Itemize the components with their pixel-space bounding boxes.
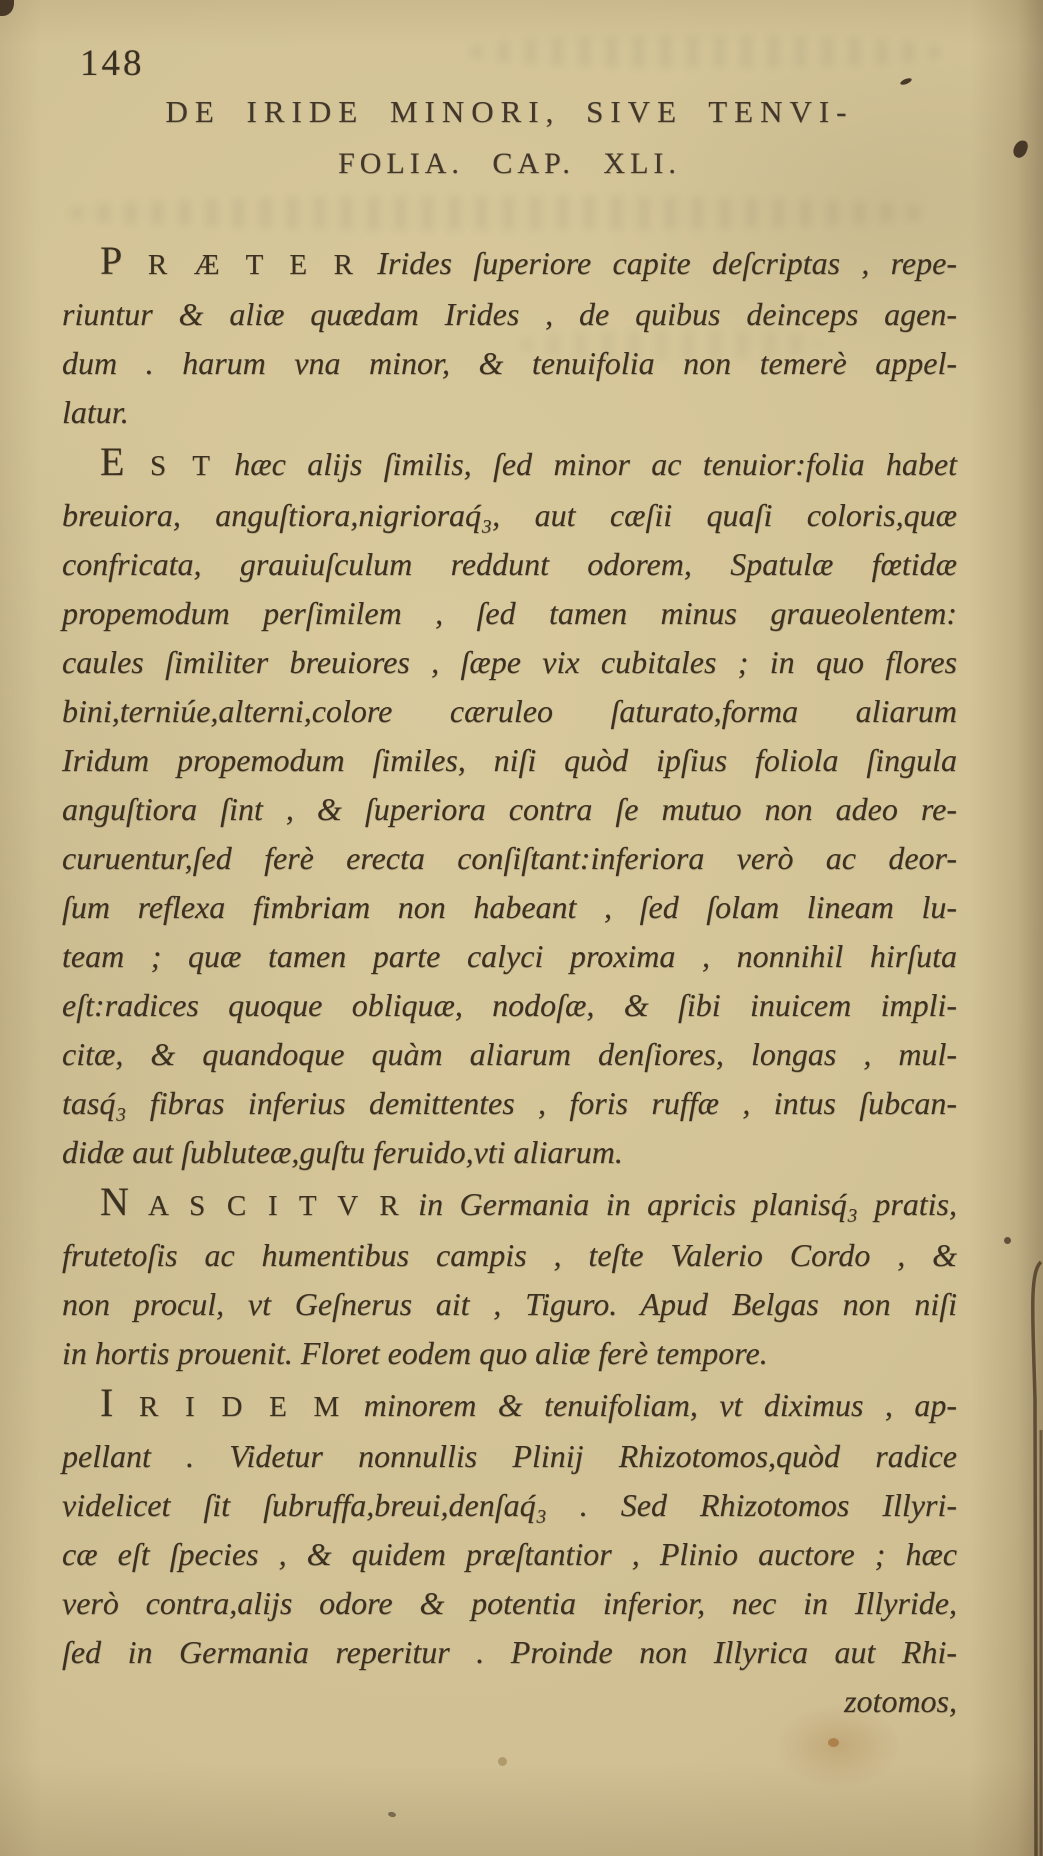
bleedthrough-smudge	[70, 196, 930, 230]
catchword: zotomos,	[844, 1683, 957, 1719]
text-line: eſt:radices quoque obliquæ, nodoſæ, & ſibi inuicem impli-	[62, 987, 957, 1023]
text-line	[62, 1177, 957, 1231]
body-text	[62, 236, 957, 1726]
text-line: non procul, vt Geſnerus ait , Tiguro. Apud Belgas non niſi	[62, 1286, 957, 1322]
rust-speck	[828, 1738, 839, 1747]
ink-speck	[1004, 1237, 1011, 1244]
paragraph-initial: P	[100, 238, 125, 283]
paragraph-opener: A S C I T V R	[130, 1190, 402, 1222]
text-line: breuiora, anguſtiora,nigrioraq́₃, aut cæſii quaſi coloris,quæ	[62, 497, 957, 533]
text-line: didæ aut ſubluteæ,guſtu feruido,vti aliarum.	[62, 1134, 623, 1170]
line-text: minorem & tenuifoliam, vt diximus , ap-	[342, 1387, 957, 1423]
text-line: videlicet ſit ſubruffa,breui,denſaq́₃ . Sed Rhizotomos Illyri-	[62, 1487, 957, 1523]
ink-speck	[498, 1757, 507, 1766]
chapter-heading-line1: DE IRIDE MINORI, SIVE TENVI-	[165, 94, 854, 129]
text-line: cæ eſt ſpecies , & quidem præſtantior , Plinio auctore ; hæc	[62, 1536, 957, 1572]
text-line: Iridum propemodum ſimiles, niſi quòd ipſius foliola ſingula	[62, 742, 957, 778]
ink-blot	[1012, 138, 1030, 159]
text-line: in hortis prouenit. Floret eodem quo aliæ ferè tempore.	[62, 1335, 768, 1371]
text-line: frutetoſis ac humentibus campis , teſte Valerio Cordo , &	[62, 1237, 957, 1273]
text-line: propemodum perſimilem , ſed tamen minus graueolentem:	[62, 595, 957, 631]
text-line: anguſtiora ſint , & ſuperiora contra ſe mutuo non adeo re-	[62, 791, 957, 827]
text-line	[62, 437, 957, 491]
text-line: dum . harum vna minor, & tenuifolia non temerè appel-	[62, 345, 957, 381]
text-line: team ; quæ tamen parte calyci proxima , nonnihil hirſuta	[62, 938, 957, 974]
text-line: latur.	[62, 394, 129, 430]
text-line	[62, 236, 957, 290]
paragraph-initial: I	[100, 1380, 116, 1425]
text-line: ſed in Germania reperitur . Proinde non Illyrica aut Rhi-	[62, 1634, 957, 1670]
text-line	[62, 1378, 957, 1432]
text-line: curuentur,ſed ferè erecta conſiſtant:inferiora verò ac deor-	[62, 840, 957, 876]
line-text: in Germania in apricis planisq́₃ pratis,	[401, 1186, 957, 1222]
paragraph-initial: E	[100, 439, 127, 484]
paragraph-opener: S T	[126, 450, 213, 482]
line-text: hæc alijs ſimilis, ſed minor ac tenuior:folia habet	[212, 446, 957, 482]
text-line: riuntur & aliæ quædam Irides , de quibus deinceps agen-	[62, 296, 957, 332]
ink-blot	[0, 0, 14, 16]
text-line: citæ, & quandoque quàm aliarum denſiores, longas , mul-	[62, 1036, 957, 1072]
chapter-heading-line2: FOLIA. CAP. XLI.	[338, 147, 681, 180]
ink-speck	[388, 1811, 397, 1818]
paragraph-opener: R Æ T E R	[124, 249, 356, 281]
text-line: verò contra,alijs odore & potentia inferior, nec in Illyride,	[62, 1585, 957, 1621]
ink-speck	[900, 77, 913, 86]
paragraph-opener: R I D E M	[115, 1391, 343, 1423]
bleedthrough-smudge	[470, 36, 940, 68]
line-text: Irides ſuperiore capite deſcriptas , repe-	[355, 245, 957, 281]
page-number: 148	[80, 43, 145, 84]
text-line: ſum reflexa fimbriam non habeant , ſed ſolam lineam lu-	[62, 889, 957, 925]
text-line: caules ſimiliter breuiores , ſæpe vix cubitales ; in quo flores	[62, 644, 957, 680]
text-line: confricata, grauiuſculum reddunt odorem, Spatulæ fœtidæ	[62, 546, 957, 582]
text-line: bini,terniúe,alterni,colore cæruleo ſaturato,forma aliarum	[62, 693, 957, 729]
text-line: tasq́₃ fibras inferius demittentes , foris ruffæ , intus ſubcan-	[62, 1085, 957, 1121]
paragraph-initial: N	[100, 1179, 131, 1224]
text-line: pellant . Videtur nonnullis Plinij Rhizotomos,quòd radice	[62, 1438, 957, 1474]
